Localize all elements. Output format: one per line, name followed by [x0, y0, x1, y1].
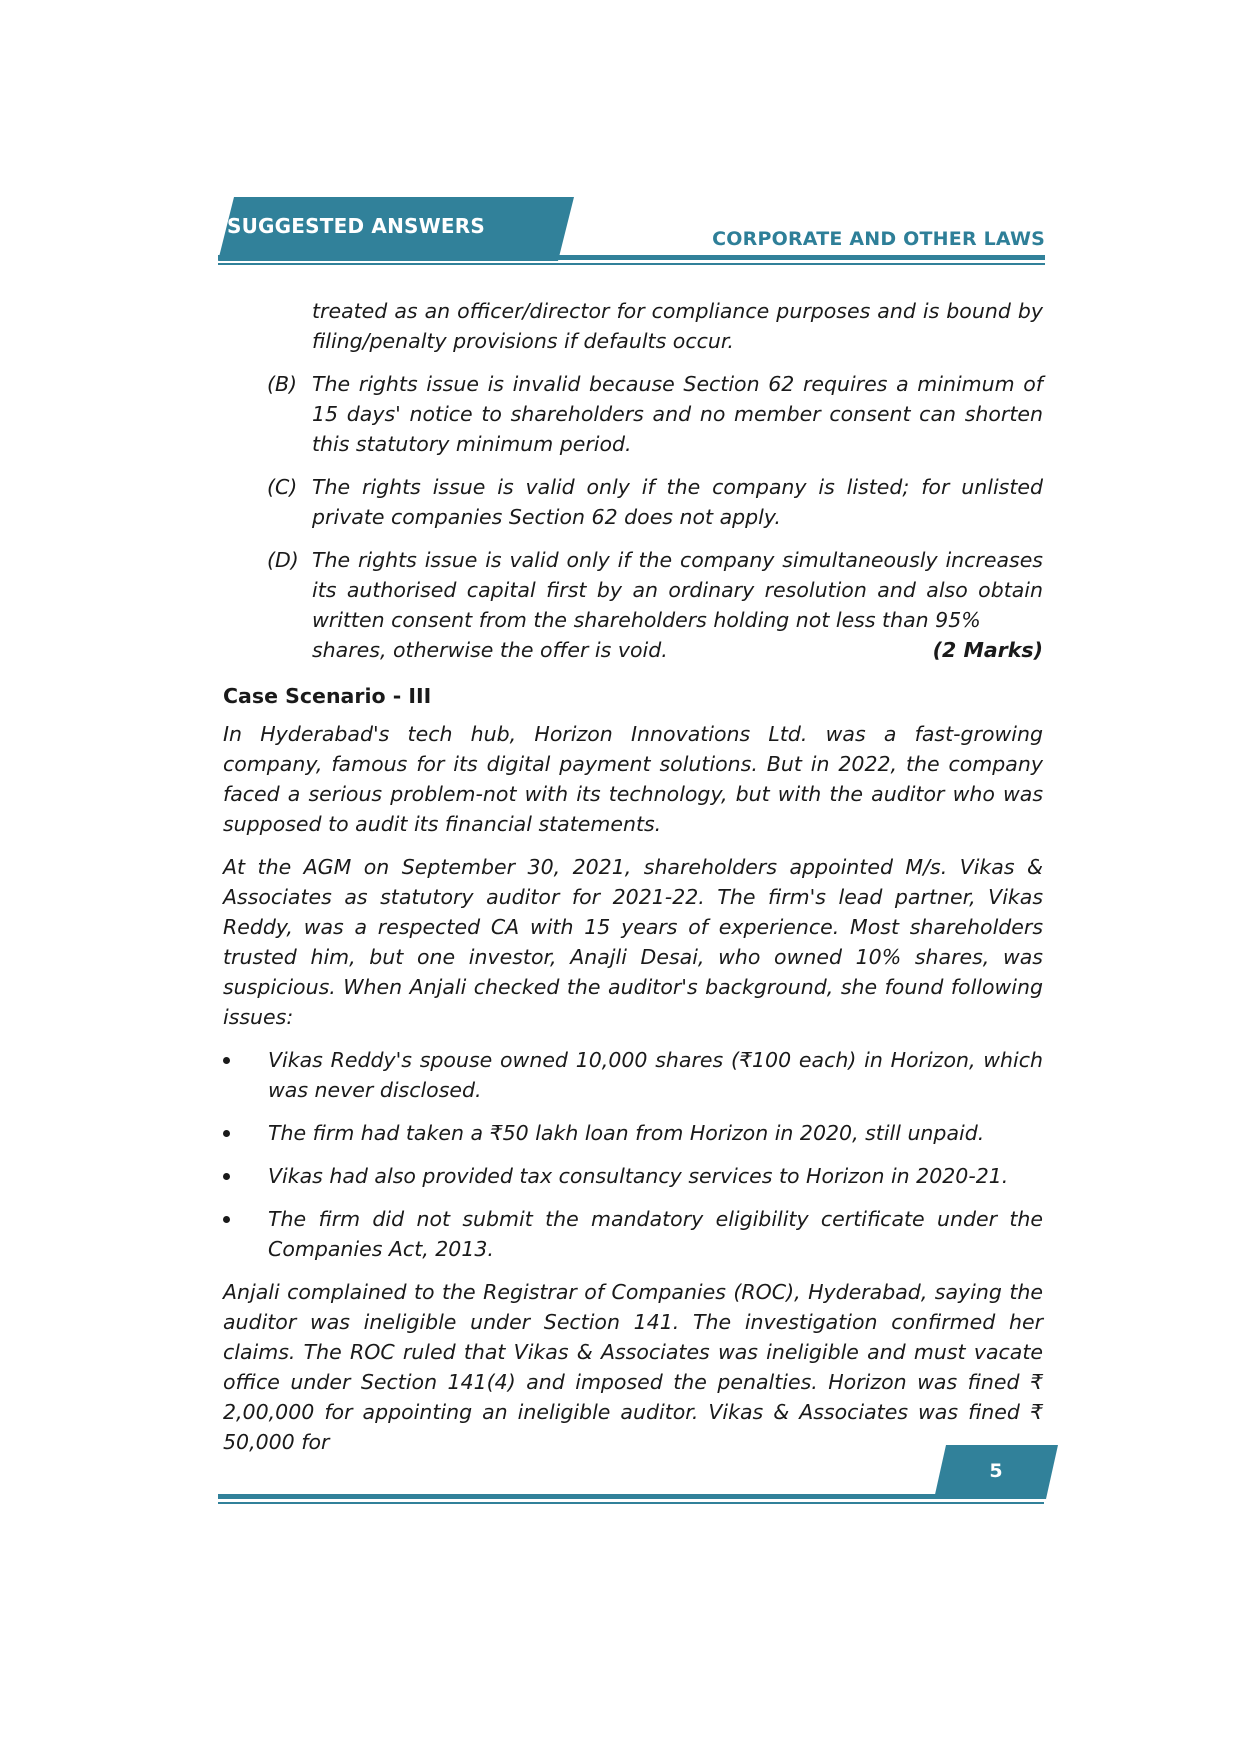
continued-text: treated as an officer/director for compliance purposes and is bound by filing/penalty provisions if defaults occur. — [312, 299, 1043, 353]
list-item — [223, 1204, 1043, 1264]
option-text: The rights issue is valid only if the company simultaneously increases its authorised capital first by an ordinary resolution and also obtain written consent from the shareholders holding not less than 95% — [312, 548, 1043, 632]
list-item — [223, 1045, 1043, 1105]
header-rule-thick — [218, 255, 1045, 260]
footer-rule-thick — [218, 1494, 1044, 1499]
list-item-text: Vikas Reddy's spouse owned 10,000 shares (₹100 each) in Horizon, which was never disclosed. — [268, 1048, 1043, 1102]
option-text-end: shares, otherwise the offer is void. — [312, 638, 668, 662]
option-label: (D) — [267, 548, 299, 572]
marks-label: (2 Marks) — [932, 638, 1043, 662]
closing-paragraph: Anjali complained to the Registrar of Companies (ROC), Hyderabad, saying the auditor was ineligible under Section 141. The investigation confirmed her claims. The ROC ruled that Vikas & Associates was ineligible and must vacate office under Section 141(4) and imposed the penalties. Horizon was fined ₹ 2,00,000 for appointing an ineligible auditor. Vikas & Associates was fined ₹ 50,000 for — [223, 1280, 1043, 1454]
option-d-last-line — [312, 635, 1043, 665]
list-item-text: The firm had taken a ₹50 lakh loan from Horizon in 2020, still unpaid. — [268, 1121, 985, 1145]
bullet-icon — [223, 1130, 230, 1137]
footer-rule-thin — [218, 1502, 1044, 1504]
option-d — [223, 545, 1043, 665]
header-rule-thin — [218, 263, 1045, 265]
header-right-label: CORPORATE AND OTHER LAWS — [712, 228, 1045, 250]
option-c — [223, 472, 1043, 532]
bullet-icon — [223, 1173, 230, 1180]
list-item — [223, 1161, 1043, 1191]
header-left-label: SUGGESTED ANSWERS — [227, 214, 485, 238]
case-title: Case Scenario - III — [223, 684, 432, 708]
option-label: (C) — [267, 475, 298, 499]
bullet-icon — [223, 1057, 230, 1064]
bullet-icon — [223, 1216, 230, 1223]
option-text: The rights issue is invalid because Section 62 requires a minimum of 15 days' notice to shareholders and no member consent can shorten this statutory minimum period. — [312, 372, 1043, 456]
list-item — [223, 1118, 1043, 1148]
case-paragraph: At the AGM on September 30, 2021, shareholders appointed M/s. Vikas & Associates as statutory auditor for 2021-22. The firm's lead partner, Vikas Reddy, was a respected CA with 15 years of experience. Most shareholders trusted him, but one investor, Anajli Desai, who owned 10% shares, was suspicious. When Anjali checked the auditor's background, she found following issues: — [223, 855, 1043, 1029]
list-item-text: Vikas had also provided tax consultancy services to Horizon in 2020-21. — [268, 1164, 1009, 1188]
case-paragraph: In Hyderabad's tech hub, Horizon Innovations Ltd. was a fast-growing company, famous for its digital payment solutions. But in 2022, the company faced a serious problem-not with its technology, but with the auditor who was supposed to audit its financial statements. — [223, 722, 1043, 836]
page-content — [223, 296, 1043, 1457]
page-number: 5 — [989, 1460, 1003, 1482]
option-label: (B) — [267, 372, 298, 396]
option-b — [223, 369, 1043, 459]
issues-list — [223, 1045, 1043, 1264]
option-text: The rights issue is valid only if the company is listed; for unlisted private companies Section 62 does not apply. — [312, 475, 1043, 529]
list-item-text: The firm did not submit the mandatory eligibility certificate under the Companies Act, 2013. — [268, 1207, 1043, 1261]
